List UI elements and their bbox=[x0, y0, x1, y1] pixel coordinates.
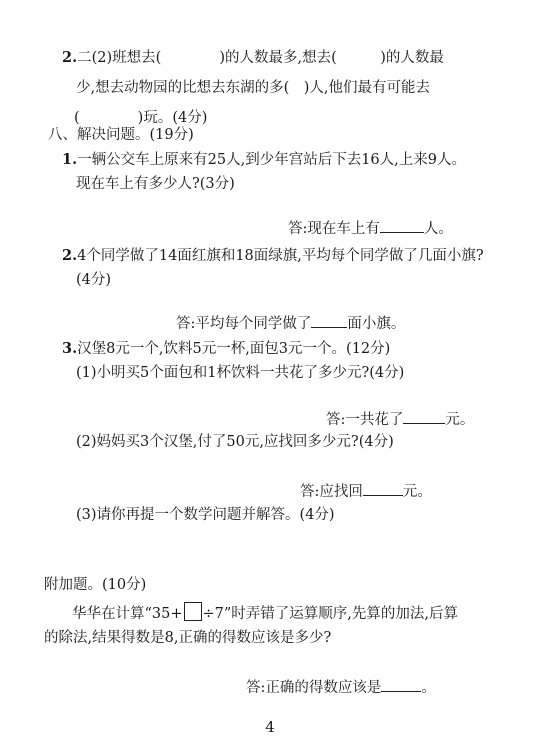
q2-line1 bbox=[62, 48, 444, 68]
answer-prefix: 答:一共花了 bbox=[326, 412, 404, 428]
problem-1-line2: 现在车上有多少人?(3分) bbox=[76, 176, 235, 192]
answer-suffix: 人。 bbox=[423, 221, 453, 237]
problem-1-number: 1. bbox=[62, 151, 78, 168]
answer-blank[interactable] bbox=[403, 409, 445, 424]
q2-number: 2. bbox=[62, 49, 78, 66]
answer-suffix: 元。 bbox=[445, 412, 475, 428]
bonus-answer bbox=[246, 677, 436, 698]
answer-blank[interactable] bbox=[363, 481, 403, 496]
answer-suffix: 面小旗。 bbox=[347, 316, 406, 332]
problem-1-answer bbox=[288, 218, 453, 239]
answer-prefix: 答:平均每个同学做了 bbox=[176, 316, 312, 332]
answer-blank[interactable] bbox=[380, 218, 424, 233]
bonus-line2: 的除法,结果得数是8,正确的得数应该是多少? bbox=[44, 630, 332, 646]
answer-blank[interactable] bbox=[381, 677, 421, 692]
answer-suffix: 。 bbox=[421, 680, 436, 696]
bonus-text-part1: 华华在计算“35+ bbox=[72, 606, 183, 622]
answer-box[interactable] bbox=[184, 602, 202, 621]
problem-3-text: 汉堡8元一个,饮料5元一杯,面包3元一个。(12分) bbox=[77, 341, 391, 357]
problem-2-text: 4个同学做了14面红旗和18面绿旗,平均每个同学做了几面小旗? bbox=[77, 248, 484, 264]
answer-suffix: 元。 bbox=[402, 484, 432, 500]
bonus-text-part2: ÷7”时弄错了运算顺序,先算的加法,后算 bbox=[202, 606, 459, 622]
problem-3-answer-2 bbox=[300, 481, 432, 502]
page-number: 4 bbox=[265, 718, 275, 736]
answer-blank[interactable] bbox=[311, 313, 347, 328]
problem-1-line1 bbox=[62, 150, 466, 170]
problem-3-sub1: (1)小明买5个面包和1杯饮料一共花了多少元?(4分) bbox=[76, 365, 405, 381]
problem-2-line1 bbox=[62, 246, 484, 266]
answer-prefix: 答:现在车上有 bbox=[288, 221, 380, 237]
problem-3-answer-1 bbox=[326, 409, 474, 430]
problem-3-number: 3. bbox=[62, 340, 78, 357]
q2-text-line3: ( )玩。(4分) bbox=[74, 110, 208, 126]
problem-2-answer bbox=[176, 313, 405, 334]
answer-prefix: 答:正确的得数应该是 bbox=[246, 680, 382, 696]
problem-3-sub2: (2)妈妈买3个汉堡,付了50元,应找回多少元?(4分) bbox=[76, 434, 394, 450]
problem-3-sub3: (3)请你再提一个数学问题并解答。(4分) bbox=[76, 507, 335, 523]
answer-prefix: 答:应找回 bbox=[300, 484, 363, 500]
bonus-line1 bbox=[72, 602, 458, 624]
q2-text-line1: 二(2)班想去( )的人数最多,想去( )的人数最 bbox=[77, 50, 444, 66]
problem-1-text: 一辆公交车上原来有25人,到少年宫站后下去16人,上来9人。 bbox=[77, 152, 466, 168]
q2-text-line2: 少,想去动物园的比想去东湖的多( )人,他们最有可能去 bbox=[76, 80, 431, 96]
problem-3-line1 bbox=[62, 339, 390, 359]
problem-2-line2: (4分) bbox=[76, 272, 112, 288]
bonus-title: 附加题。(10分) bbox=[44, 577, 147, 593]
problem-2-number: 2. bbox=[62, 247, 78, 264]
section-8-title: 八、解决问题。(19分) bbox=[48, 127, 194, 143]
